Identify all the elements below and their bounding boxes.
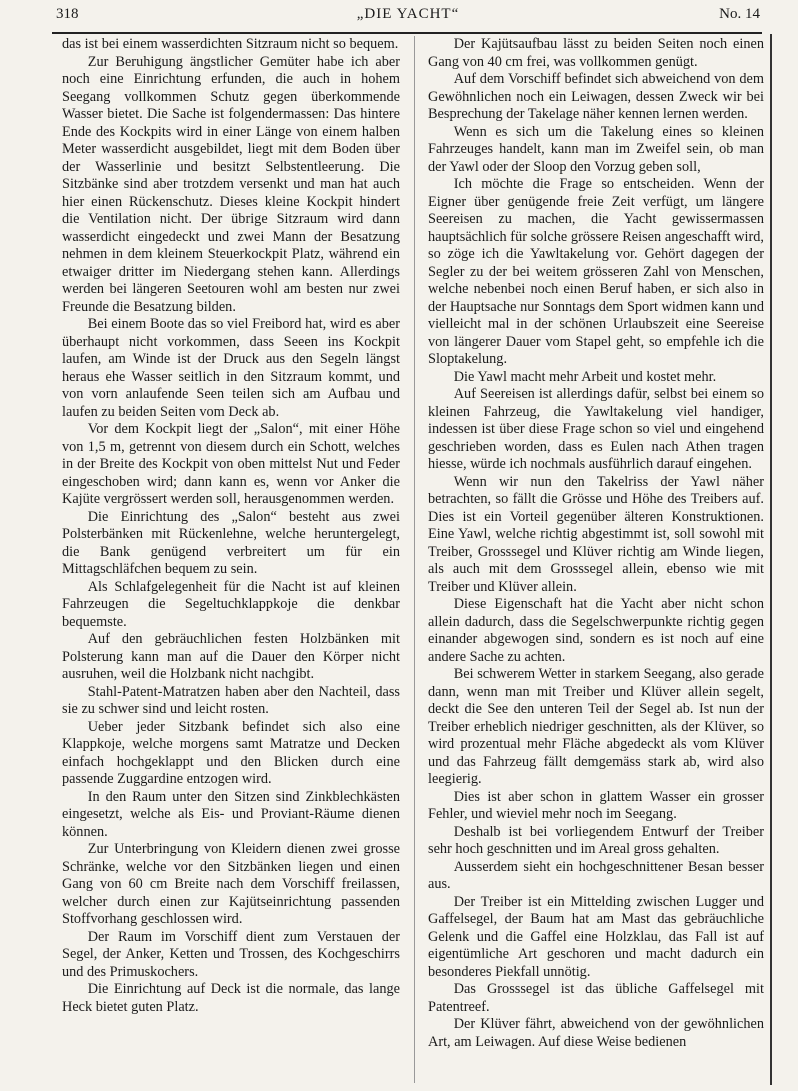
page-number: 318 [56,6,79,22]
paragraph: Ueber jeder Sitzbank befindet sich also eine Klappkoje, welche morgens samt Matratze und Decken einfach hochgeklappt und den Blicken durch eine passende Zuggardine entzogen wird. [62,718,400,787]
issue-number: No. 14 [719,6,760,22]
paragraph: In den Raum unter den Sitzen sind Zinkblechkästen eingesetzt, welche als Eis- und Proviant-Räume dienen können. [62,788,400,840]
paragraph: Zur Unterbringung von Kleidern dienen zwei grosse Schränke, welche vor den Sitzbänken liegen und einen Gang von 60 cm Breite nach dem Vorschiff freilassen, welcher durch einen zur Kajütseinrichtung passenden Stoffvorhang geschlossen wird. [62,841,400,927]
paragraph: Bei einem Boote das so viel Freibord hat, wird es aber überhaupt nicht vorkommen, dass Seeen ins Kockpit laufen, am Winde ist der Druck aus den Segeln längst heraus ehe Wasser seitlich in den Sitzraum kommt, und von vorn anlaufende Seen teilen sich am Aufbau und laufen zu beiden Seiten vom Deck ab. [62,316,400,420]
paragraph: Wenn es sich um die Takelung eines so kleinen Fahrzeuges handelt, kann man im Zweifel sein, ob man der Yawl oder der Sloop den Vorzug geben soll, [428,123,764,175]
paragraph: das ist bei einem wasserdichten Sitzraum nicht so bequem. [62,36,399,52]
header-rule [52,32,762,34]
right-column [428,36,764,1051]
paragraph: Auf Seereisen ist allerdings dafür, selbst bei einem so kleinen Fahrzeug, die Yawltakelung viel handiger, indessen ist über diese Frage schon so viel und eingehend geschrieben worden, dass es Eulen nach Athen tragen hiesse, würde ich nochmals ausführlich darauf eingehen. [428,386,764,472]
paragraph: Auf dem Vorschiff befindet sich abweichend von dem Gewöhnlichen noch ein Leiwagen, dessen Zweck wir bei Besprechung der Takelage näher kennen lernen werden. [428,71,764,122]
paragraph: Ich möchte die Frage so entscheiden. Wenn der Eigner über genügende freie Zeit verfügt, um längere Seereisen zu machen, die Yacht gewissermassen hauptsächlich für solche grössere Reisen angeschafft wird, so zöge ich die Yawltakelung vor. Gehört dagegen der Segler zu der bei weitem grösseren Zahl von Menschen, welche nebenbei noch einen Beruf haben, er sich also in der Hauptsache nur Sonntags dem Sport widmen kann und vielleicht mal in der schönen Urlaubszeit eine Seereise von längerer Dauer vom Stapel geht, so empfehle ich die Sloptakelung. [428,176,764,367]
paragraph: Die Einrichtung des „Salon“ besteht aus zwei Polsterbänken mit Rückenlehne, welche heruntergelegt, die Bank genügend verbreitert um für ein Mittagschläfchen bequem zu sein. [62,508,400,577]
paragraph: Die Einrichtung auf Deck ist die normale, das lange Heck bietet guten Platz. [62,981,400,1015]
paragraph: Der Kajütsaufbau lässt zu beiden Seiten noch einen Gang von 40 cm frei, was vollkommen genügt. [428,36,764,70]
left-column [62,36,400,1016]
paragraph: Bei schwerem Wetter in starkem Seegang, also gerade dann, wenn man mit Treiber und Klüver allein segelt, deckt die See den unteren Teil der Segel ab. Ist nun der Treiber erheblich niedriger geschnitten, als der Klüver, so wird prozentual mehr Fläche abgedeckt als vom Klüver und das Fahrzeug fällt demgemäss stark ab, wird also leegierig. [428,666,764,787]
paragraph: Die Yawl macht mehr Arbeit und kostet mehr. [453,368,717,385]
paragraph: Zur Beruhigung ängstlicher Gemüter habe ich aber noch eine Einrichtung erfunden, die auch in hohem Seegang vollkommen Schutz gegen überkommende Wasser bietet. Die Sache ist folgendermassen: Das hintere Ende des Kockpits wird in einer Länge von einem halben Meter wasserdicht ausgebildet, liegt mit dem Boden über der Wasserlinie und besitzt Selbstentleerung. Die Sitzbänke sind aber trotzdem versenkt und man hat auch hier einen Rückenschutz. Dieses kleine Kockpit hindert die Ventilation nicht. Der übrige Sitzraum wird dann wasserdicht eingedeckt und zwei Mann der Besatzung nehmen in dem kleinem Steuerkockpit Platz, während ein etwaiger dritter im Niedergang stehen kann. Allerdings werden bei längeren Seetouren wohl am besten nur zwei Freunde die Besatzung bilden. [62,53,400,315]
paragraph: Diese Eigenschaft hat die Yacht aber nicht schon allein dadurch, dass die Segelschwerpunkte richtig gegen einander abgewogen sind, sondern es ist noch auf eine andere Sache zu achten. [428,596,764,665]
paragraph: Ausserdem sieht ein hochgeschnittener Besan besser aus. [428,858,764,892]
paragraph: Der Klüver fährt, abweichend von der gewöhnlichen Art, am Leiwagen. Auf diese Weise bedienen [428,1016,764,1050]
paragraph: Dies ist aber schon in glattem Wasser ein grosser Fehler, und wieviel mehr noch im Seegang. [428,788,764,822]
paragraph: Deshalb ist bei vorliegendem Entwurf der Treiber sehr hoch geschnitten und im Areal gross gehalten. [428,823,764,857]
running-header [56,4,760,28]
journal-title: „DIE YACHT“ [356,6,460,22]
column-divider [414,36,415,1083]
paragraph: Der Treiber ist ein Mittelding zwischen Lugger und Gaffelsegel, der Baum hat am Mast das gebräuchliche Gelenk und die Gaffel eine Holzklau, das Fall ist auf eigentümliche Art geschoren und macht dadurch ein besonderes Piekfall unnötig. [428,893,764,980]
paragraph: Wenn wir nun den Takelriss der Yawl näher betrachten, so fällt die Grösse und Höhe des Treibers auf. Dies ist ein Vorteil gegenüber älteren Konstruktionen. Eine Yawl, welche richtig abgestimmt ist, soll sowohl mit Treiber, Grosssegel und Klüver richtig am Winde liegen, als auch mit dem Grosssegel allein, ebenso wie mit Treiber und Klüver allein. [428,473,764,595]
paragraph: Als Schlafgelegenheit für die Nacht ist auf kleinen Fahrzeugen die Segeltuchklappkoje die denkbar bequemste. [62,578,400,630]
paragraph: Der Raum im Vorschiff dient zum Verstauen der Segel, der Anker, Ketten und Trossen, des Kochgeschirrs und des Primuskochers. [62,928,400,980]
page-edge-rule [770,34,772,1085]
paragraph: Stahl-Patent-Matratzen haben aber den Nachteil, dass sie zu schwer sind und leicht rosten. [62,683,400,717]
paragraph: Auf den gebräuchlichen festen Holzbänken mit Polsterung kann man auf die Dauer den Körper nicht ausruhen, weil die Holzbank nicht nachgibt. [62,631,400,682]
paragraph: Vor dem Kockpit liegt der „Salon“, mit einer Höhe von 1,5 m, getrennt von diesem durch ein Schott, welches in der Breite des Kockpit von oben mittelst Nut und Feder eingeschoben wird; dann kann es, wenn vor Anker die Kajüte vergrössert werden soll, herausgenommen werden. [62,421,400,507]
paragraph: Das Grosssegel ist das übliche Gaffelsegel mit Patentreef. [428,981,764,1015]
